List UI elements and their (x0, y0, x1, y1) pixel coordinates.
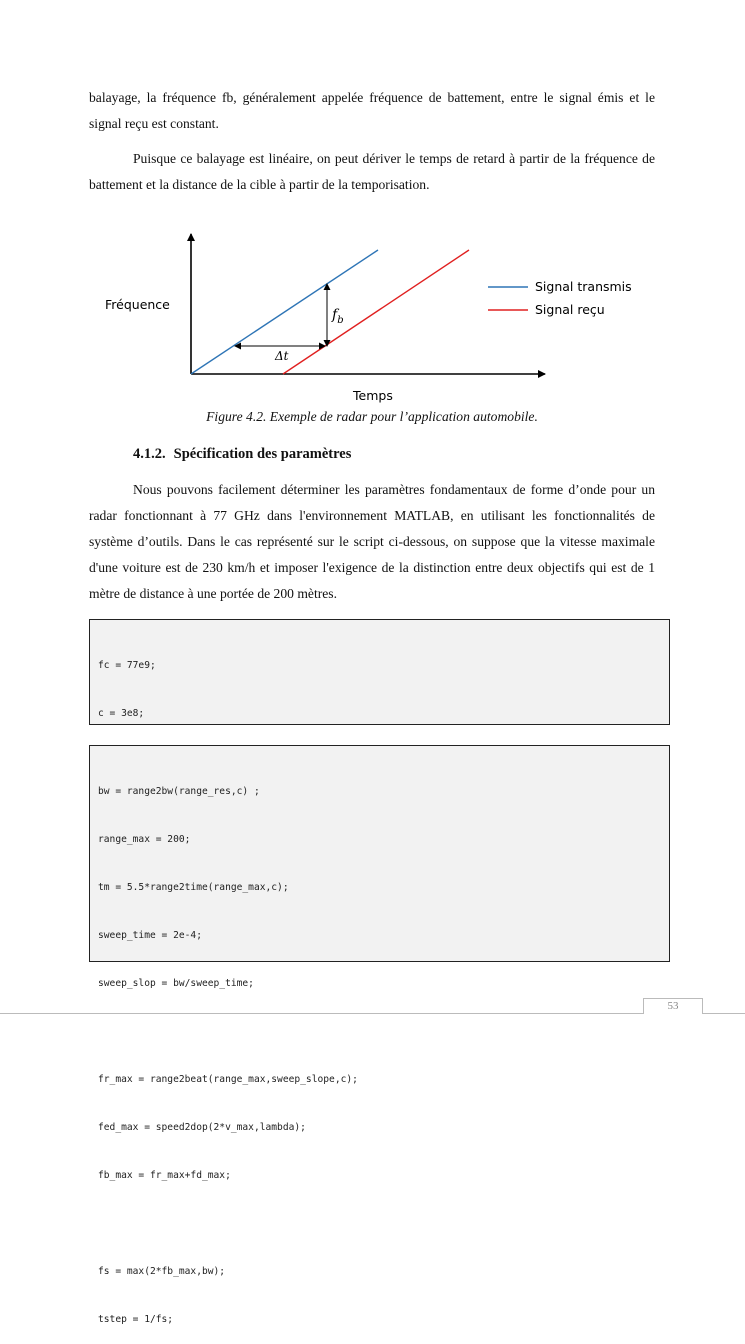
section-heading (133, 444, 351, 464)
code-line: sweep_slop = bw/sweep_time; (98, 978, 254, 989)
code-line: sweep_time = 2e-4; (98, 930, 202, 941)
code-line: c = 3e8; (98, 708, 145, 719)
code-line: bw = range2bw(range_res,c) ; (98, 786, 260, 797)
code-block-1 (89, 619, 670, 725)
code-line: fb_max = fr_max+fd_max; (98, 1170, 231, 1181)
footer-rule (0, 1013, 745, 1014)
code-line: fs = max(2*fb_max,bw); (98, 1266, 226, 1277)
code-line: tm = 5.5*range2time(range_max,c); (98, 882, 289, 893)
code-block-2 (89, 745, 670, 1325)
section-number: 4.1.2. (133, 446, 166, 462)
legend-received-label: Signal reçu (535, 302, 605, 317)
code-line: fr_max = range2beat(range_max,sweep_slope,c); (98, 1074, 358, 1085)
paragraph-1: balayage, la fréquence fb, généralement appelée fréquence de battement, entre le signal émis et le signal reçu est constant. (89, 90, 655, 131)
x-axis-label: Temps (353, 388, 393, 403)
code-line (98, 1024, 661, 1040)
paragraph-3: Nous pouvons facilement déterminer les paramètres fondamentaux de forme d’onde pour un radar fonctionnant à 77 GHz dans l'environnement MATLAB, en utilisant les fonctionnalités de système d’outils. Dans le cas représenté sur le script ci-dessous, on suppose que la vitesse maximale d'une voiture est de 230 km/h et imposer l'exigence de la distinction entre deux objectifs qui est de 1 mètre de distance à une portée de 200 mètres. (89, 482, 655, 601)
code-line: fc = 77e9; (98, 660, 156, 671)
y-axis-label: Fréquence (105, 297, 170, 312)
legend-transmitted-label: Signal transmis (535, 279, 632, 294)
code-line: range_max = 200; (98, 834, 191, 845)
dt-label: Δt (275, 349, 289, 363)
received-signal-line (283, 250, 469, 374)
radar-figure (95, 222, 655, 408)
code-line: tstep = 1/fs; (98, 1314, 174, 1325)
code-line (98, 1216, 661, 1232)
page-number: 53 (643, 998, 703, 1014)
fb-label: $f_b$ (332, 307, 344, 326)
section-title: Spécification des paramètres (173, 446, 352, 462)
figure-caption: Figure 4.2. Exemple de radar pour l’application automobile. (206, 409, 538, 424)
paragraph-2: Puisque ce balayage est linéaire, on peut dériver le temps de retard à partir de la fréquence de battement et la distance de la cible à partir de la temporisation. (89, 151, 655, 192)
code-line: fed_max = speed2dop(2*v_max,lambda); (98, 1122, 306, 1133)
